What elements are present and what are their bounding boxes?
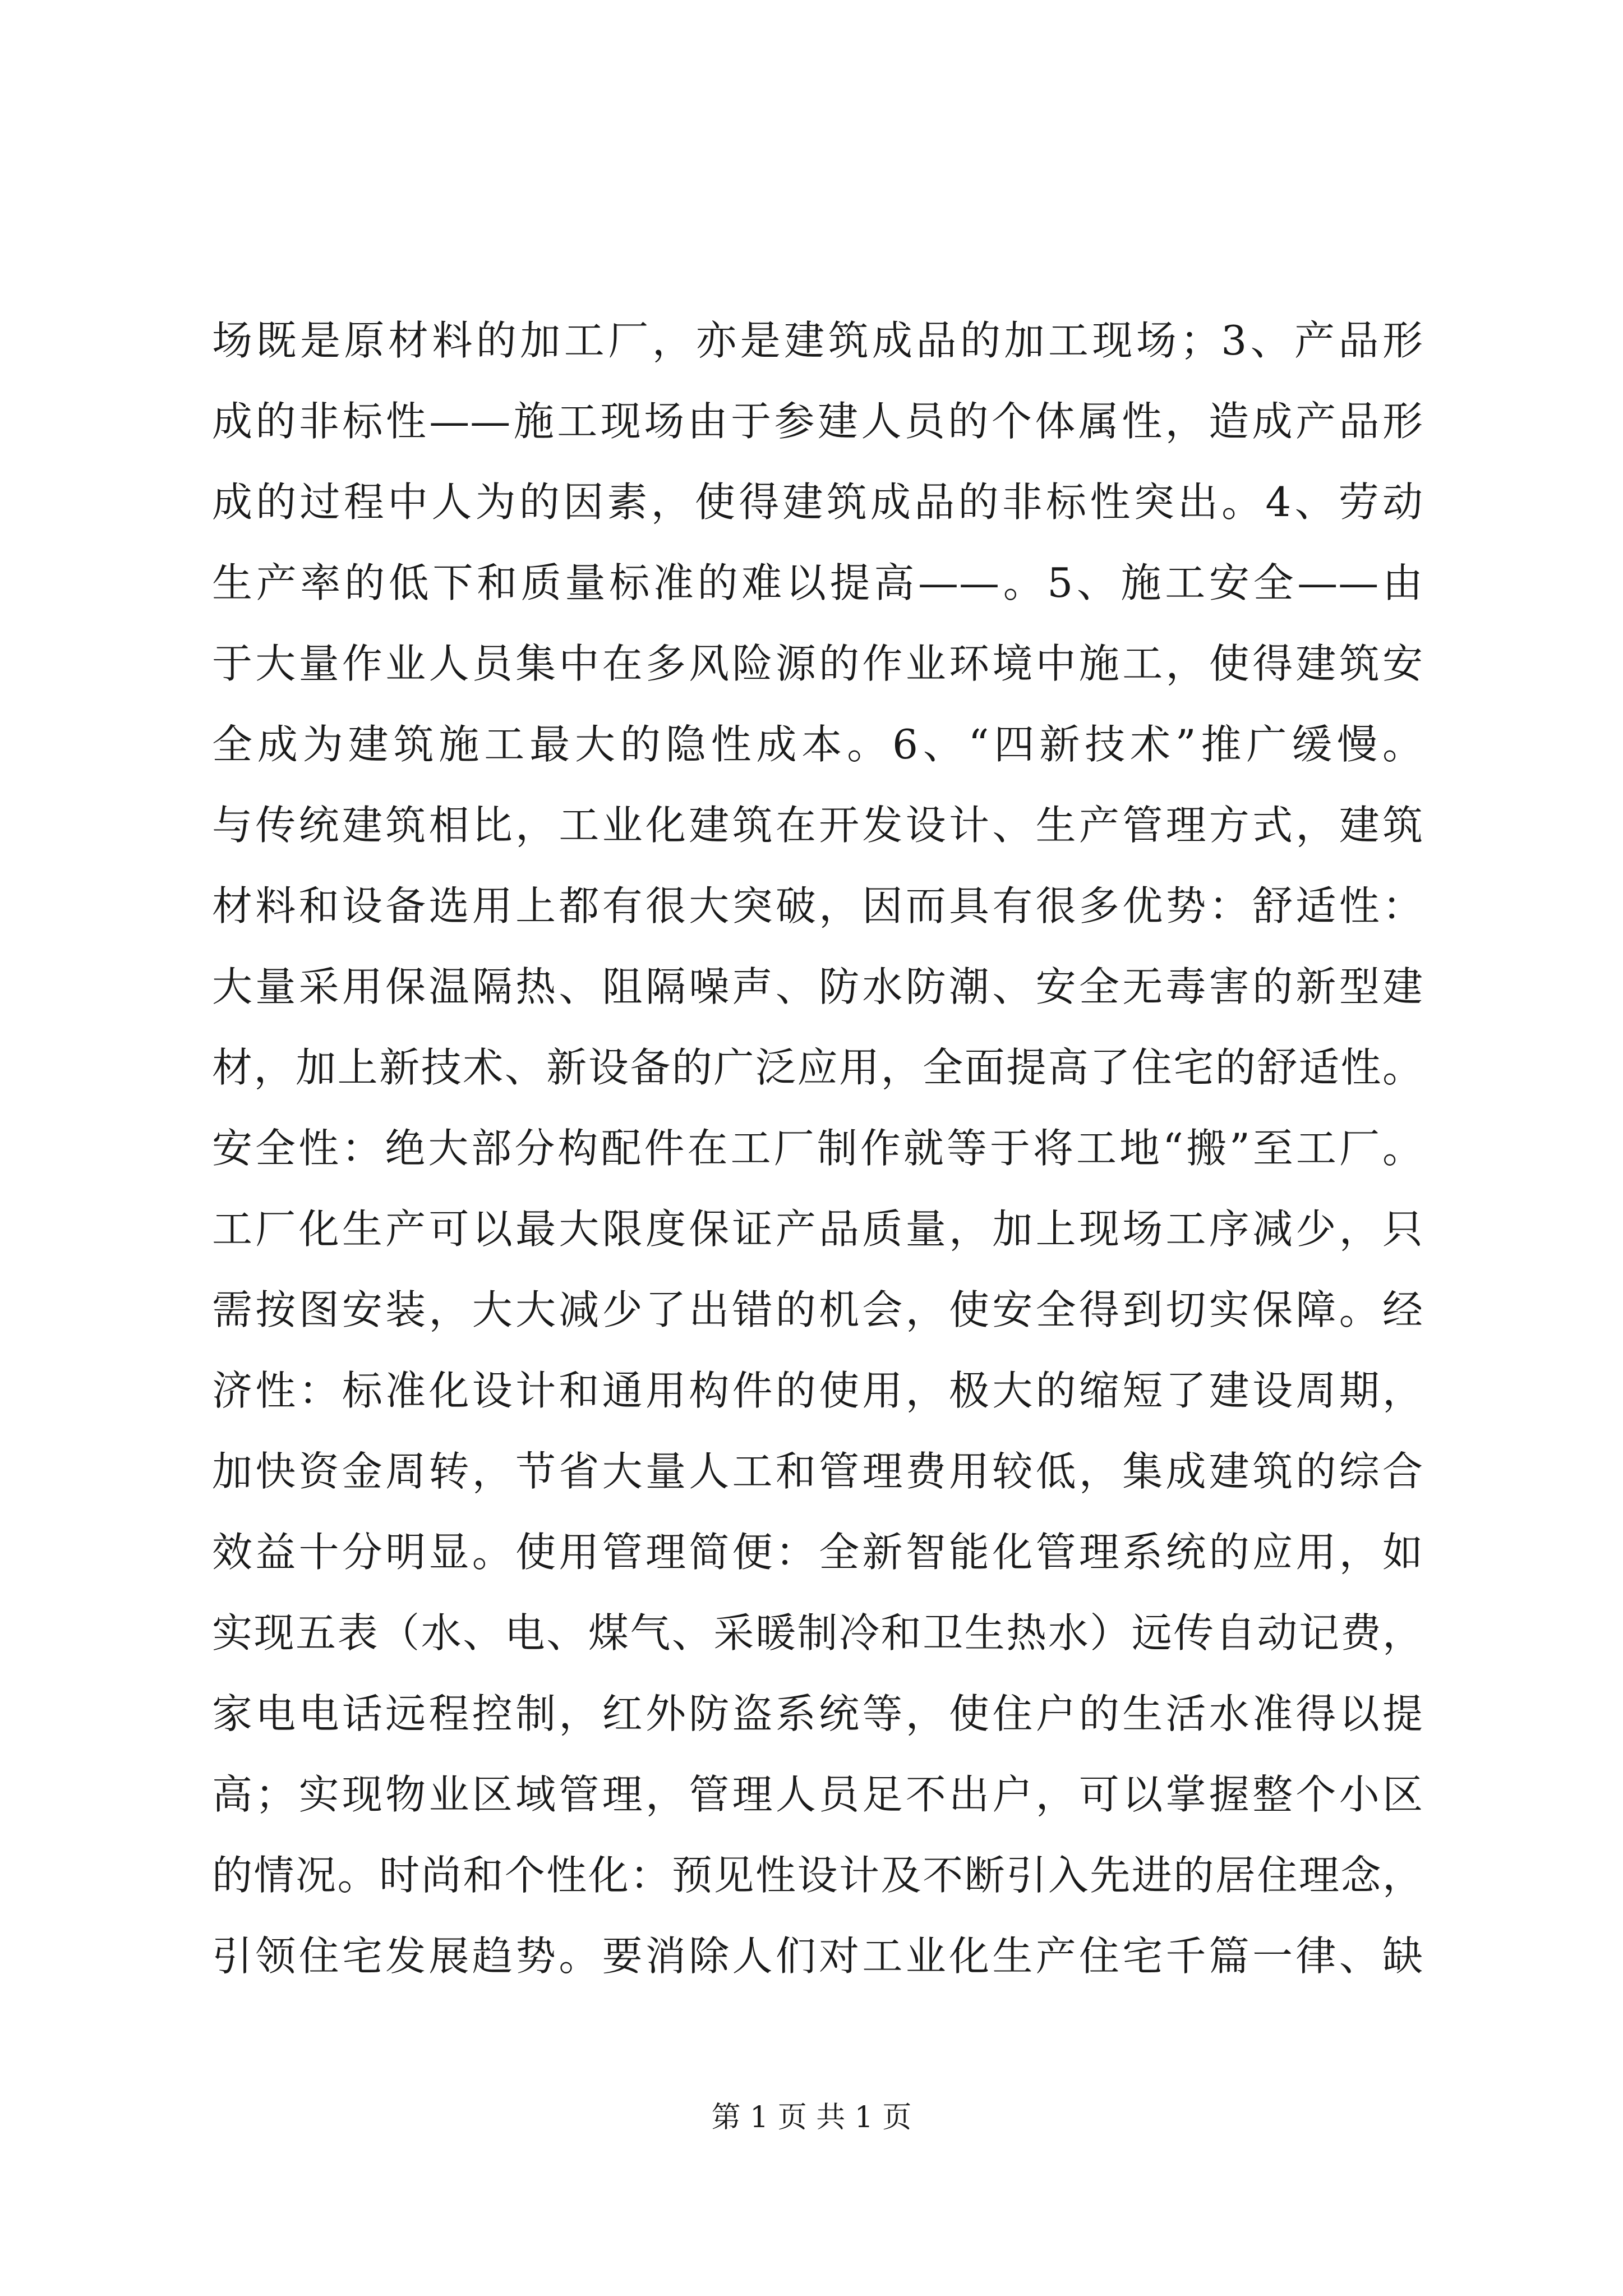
text-line-16: 效益十分明显。使用管理简便：全新智能化管理系统的应用，如 (212, 1529, 1423, 1576)
text-line-11: 安全性：绝大部分构配件在工厂制作就等于将工地“搬”至工厂。 (212, 1125, 1423, 1172)
text-line-9: 大量采用保温隔热、阻隔噪声、防水防潮、安全无毒害的新型建 (212, 963, 1423, 1010)
text-line-20: 的情况。时尚和个性化：预见性设计及不断引入先进的居住理念， (212, 1852, 1423, 1899)
text-line-7: 与传统建筑相比，工业化建筑在开发设计、生产管理方式，建筑 (212, 802, 1423, 849)
text-line-10: 材，加上新技术、新设备的广泛应用，全面提高了住宅的舒适性。 (212, 1044, 1423, 1091)
text-line-1: 场既是原材料的加工厂，亦是建筑成品的加工现场；3、产品形 (212, 317, 1423, 364)
page-footer: 第 1 页 共 1 页 (711, 2101, 912, 2134)
text-line-6: 全成为建筑施工最大的隐性成本。6、“四新技术”推广缓慢。 (212, 721, 1423, 768)
text-line-5: 于大量作业人员集中在多风险源的作业环境中施工，使得建筑安 (212, 640, 1423, 687)
text-line-19: 高；实现物业区域管理，管理人员足不出户，可以掌握整个小区 (212, 1771, 1423, 1818)
text-line-13: 需按图安装，大大减少了出错的机会，使安全得到切实保障。经 (212, 1286, 1423, 1333)
text-line-2: 成的非标性——施工现场由于参建人员的个体属性，造成产品形 (212, 398, 1423, 445)
text-line-3: 成的过程中人为的因素，使得建筑成品的非标性突出。4、劳动 (212, 478, 1423, 526)
text-line-18: 家电电话远程控制，红外防盗系统等，使住户的生活水准得以提 (212, 1690, 1423, 1737)
text-line-14: 济性：标准化设计和通用构件的使用，极大的缩短了建设周期， (212, 1367, 1423, 1414)
text-line-12: 工厂化生产可以最大限度保证产品质量，加上现场工序减少，只 (212, 1205, 1423, 1253)
text-line-17: 实现五表（水、电、煤气、采暖制冷和卫生热水）远传自动记费， (212, 1609, 1423, 1657)
text-line-15: 加快资金周转，节省大量人工和管理费用较低，集成建筑的综合 (212, 1448, 1423, 1495)
text-line-21: 引领住宅发展趋势。要消除人们对工业化生产住宅千篇一律、缺 (212, 1932, 1423, 1980)
text-line-8: 材料和设备选用上都有很大突破，因而具有很多优势：舒适性： (212, 882, 1423, 930)
text-line-4: 生产率的低下和质量标准的难以提高——。5、施工安全——由 (212, 559, 1423, 606)
body-text (212, 300, 1423, 1996)
